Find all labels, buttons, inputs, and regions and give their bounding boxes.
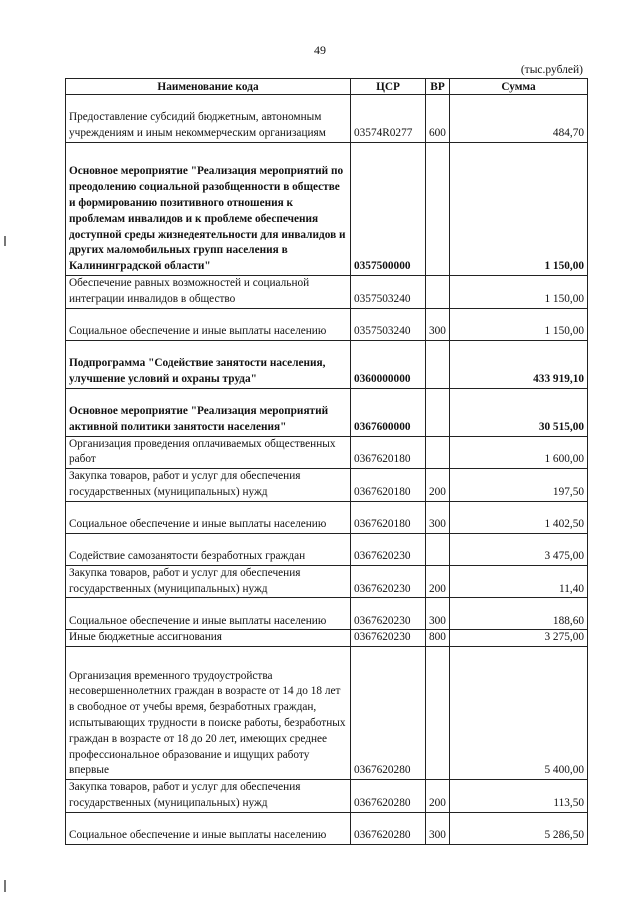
row-name: Подпрограмма "Содействие занятости населения, улучшение условий и охраны труда" (66, 340, 351, 388)
row-csr: 0357503240 (351, 308, 426, 340)
unit-label: (тыс.рублей) (520, 64, 583, 76)
table-row (66, 630, 588, 647)
scan-edge-mark (4, 236, 6, 246)
row-csr: 0357503240 (351, 276, 426, 309)
row-csr: 0367620280 (351, 647, 426, 780)
row-vr (426, 143, 450, 276)
table-row (66, 436, 588, 469)
table-row (66, 469, 588, 502)
row-vr (426, 647, 450, 780)
header-name: Наименование кода (66, 79, 351, 95)
row-csr: 0357500000 (351, 143, 426, 276)
row-name: Предоставление субсидий бюджетным, автономным учреждениям и иным некоммерческим организациям (66, 95, 351, 143)
row-csr: 0367620180 (351, 501, 426, 533)
row-name: Основное мероприятие "Реализация мероприятий по преодолению социальной разобщенности в обществе и формированию позитивного отношения к проблемам инвалидов и к проблеме обеспечения доступной среды жизнедеятельности для инвалидов и других маломобильных групп населения в Калининградской области" (66, 143, 351, 276)
row-csr: 0367620180 (351, 436, 426, 469)
table-row (66, 812, 588, 844)
table-row (66, 598, 588, 630)
table-row (66, 143, 588, 276)
row-name: Социальное обеспечение и иные выплаты населению (66, 308, 351, 340)
table-row (66, 647, 588, 780)
scan-edge-mark (4, 880, 6, 892)
row-csr: 0367620280 (351, 780, 426, 813)
row-csr: 03574R0277 (351, 95, 426, 143)
row-name: Закупка товаров, работ и услуг для обеспечения государственных (муниципальных) нужд (66, 565, 351, 598)
table-row (66, 780, 588, 813)
row-name: Обеспечение равных возможностей и социальной интеграции инвалидов в общество (66, 276, 351, 309)
row-sum: 188,60 (450, 598, 588, 630)
table-row (66, 308, 588, 340)
row-name: Организация проведения оплачиваемых общественных работ (66, 436, 351, 469)
row-vr (426, 436, 450, 469)
row-sum: 11,40 (450, 565, 588, 598)
row-vr: 800 (426, 630, 450, 647)
row-sum: 1 600,00 (450, 436, 588, 469)
row-sum: 3 275,00 (450, 630, 588, 647)
budget-table (65, 78, 588, 845)
row-vr (426, 340, 450, 388)
table-row (66, 340, 588, 388)
row-sum: 484,70 (450, 95, 588, 143)
row-sum: 1 150,00 (450, 308, 588, 340)
row-sum: 1 402,50 (450, 501, 588, 533)
table-header-row (66, 79, 588, 95)
row-vr: 200 (426, 780, 450, 813)
row-name: Организация временного трудоустройства несовершеннолетних граждан в возрасте от 14 до 18 лет в свободное от учебы время, безработных граждан, испытывающих трудности в поиске работы, безработных граждан в возрасте от 18 до 20 лет, имеющих среднее профессиональное образование и ищущих работу впервые (66, 647, 351, 780)
row-name: Социальное обеспечение и иные выплаты населению (66, 501, 351, 533)
row-name: Социальное обеспечение и иные выплаты населению (66, 812, 351, 844)
row-vr: 200 (426, 469, 450, 502)
table-row (66, 501, 588, 533)
row-sum: 1 150,00 (450, 143, 588, 276)
header-csr: ЦСР (351, 79, 426, 95)
row-sum: 433 919,10 (450, 340, 588, 388)
row-sum: 197,50 (450, 469, 588, 502)
row-vr: 300 (426, 308, 450, 340)
table-row (66, 565, 588, 598)
row-name: Содействие самозанятости безработных граждан (66, 533, 351, 565)
table-row (66, 533, 588, 565)
row-sum: 113,50 (450, 780, 588, 813)
row-vr (426, 533, 450, 565)
row-csr: 0367620230 (351, 565, 426, 598)
row-csr: 0367620180 (351, 469, 426, 502)
row-sum: 1 150,00 (450, 276, 588, 309)
row-name: Закупка товаров, работ и услуг для обеспечения государственных (муниципальных) нужд (66, 780, 351, 813)
header-vr: ВР (426, 79, 450, 95)
row-vr: 300 (426, 812, 450, 844)
header-sum: Сумма (450, 79, 588, 95)
row-name: Иные бюджетные ассигнования (66, 630, 351, 647)
row-vr: 300 (426, 598, 450, 630)
row-sum: 3 475,00 (450, 533, 588, 565)
row-csr: 0367600000 (351, 388, 426, 436)
row-sum: 30 515,00 (450, 388, 588, 436)
row-vr: 300 (426, 501, 450, 533)
row-csr: 0367620230 (351, 533, 426, 565)
row-vr: 200 (426, 565, 450, 598)
row-vr (426, 388, 450, 436)
row-name: Социальное обеспечение и иные выплаты населению (66, 598, 351, 630)
row-sum: 5 286,50 (450, 812, 588, 844)
row-name: Закупка товаров, работ и услуг для обеспечения государственных (муниципальных) нужд (66, 469, 351, 502)
page-number: 49 (314, 43, 326, 57)
row-csr: 0360000000 (351, 340, 426, 388)
row-vr: 600 (426, 95, 450, 143)
table-row (66, 388, 588, 436)
row-csr: 0367620280 (351, 812, 426, 844)
row-vr (426, 276, 450, 309)
table-row (66, 95, 588, 143)
row-sum: 5 400,00 (450, 647, 588, 780)
row-name: Основное мероприятие "Реализация мероприятий активной политики занятости населения" (66, 388, 351, 436)
row-csr: 0367620230 (351, 598, 426, 630)
table-row (66, 276, 588, 309)
row-csr: 0367620230 (351, 630, 426, 647)
